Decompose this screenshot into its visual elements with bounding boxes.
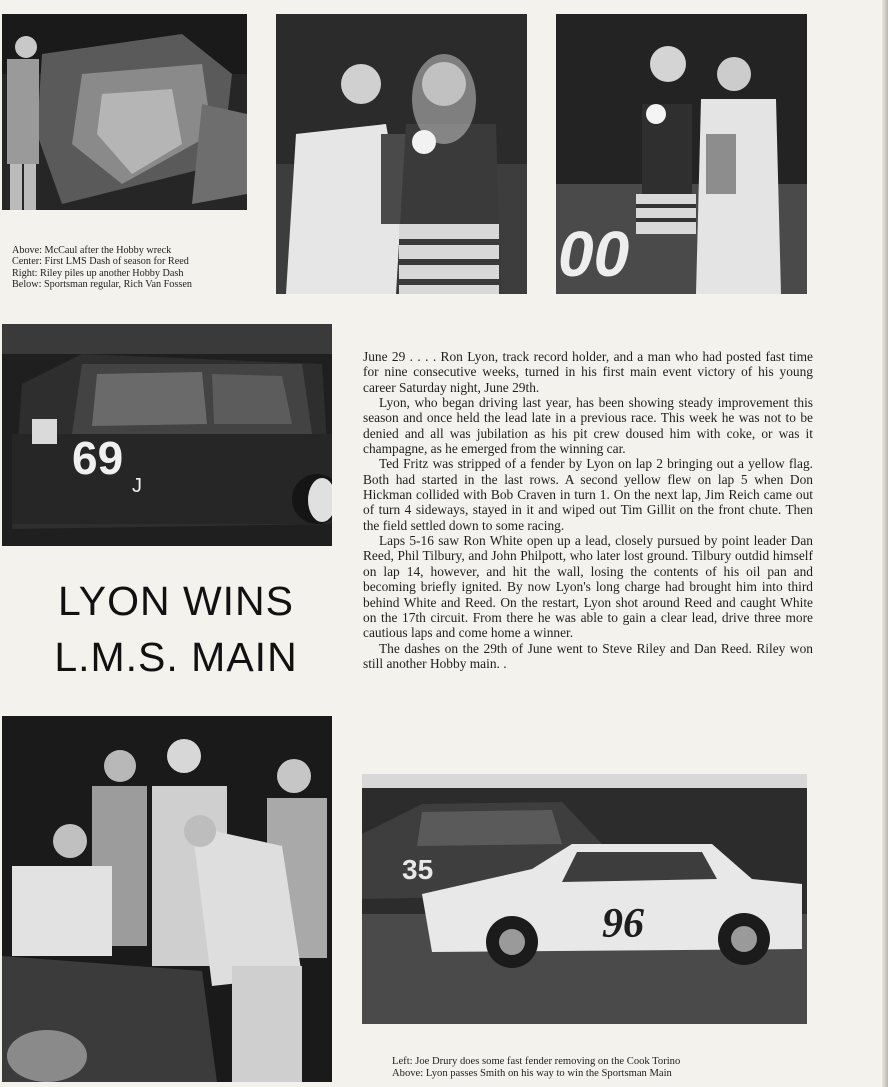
bottom-caption-line: Left: Joe Drury does some fast fender removing on the Cook Torino <box>392 1056 681 1067</box>
page-edge <box>882 0 888 1087</box>
article-body <box>363 349 813 671</box>
photo-car-69 <box>2 324 332 546</box>
photo-top-center <box>276 14 527 294</box>
top-caption <box>12 245 192 290</box>
article-paragraph: Laps 5-16 saw Ron White open up a lead, closely pursued by point leader Dan Reed, Phil Tilbury, and John Philpott, who later lost ground. Tilbury outdid himself on lap 14, however, and hit the wall, losing the contents of his oil pan and becoming briefly ignited. By now Lyon's long charge had brought him into third behind White and Reed. On the restart, Lyon shot around Reed and caught White on the 17th circuit. From there he was able to gain a clear lead, drive three more cautious laps and come home a winner. <box>363 533 813 641</box>
article-paragraph: The dashes on the 29th of June went to Steve Riley and Dan Reed. Riley won still another Hobby main. . <box>363 640 813 671</box>
bottom-caption-line: Above: Lyon passes Smith on his way to win the Sportsman Main <box>392 1067 672 1079</box>
top-caption-line: Above: McCaul after the Hobby wreck <box>12 245 172 256</box>
car-96-number: 96 <box>602 901 644 947</box>
photo-top-left <box>2 14 247 210</box>
car-69-suffix: J <box>132 475 142 497</box>
photo-car-96 <box>362 774 807 1024</box>
svg-text:00: 00 <box>558 218 630 290</box>
top-caption-line: Below: Sportsman regular, Rich Van Fossen <box>12 278 192 290</box>
bottom-caption <box>392 1056 680 1079</box>
photo-crew <box>2 716 332 1082</box>
headline-line-1: LYON WINS <box>57 578 295 624</box>
article-paragraph: Ted Fritz was stripped of a fender by Lyon on lap 2 bringing out a yellow flag. Both had started in the last rows. A second yellow flew on lap 5 when Don Hickman collided with Bob Craven in turn 1. On the next lap, Jim Reich came out of turn 4 sideways, stayed in it and wiped out Tim Gillit on the front chute. Then the field settled down to some racing. <box>363 456 813 533</box>
top-caption-line: Right: Riley piles up another Hobby Dash <box>12 267 184 279</box>
article-paragraph: Lyon, who began driving last year, has been showing steady improvement this season and once held the lead late in a previous race. This week he was not to be denied and all was jubilation as his pit crew doused him with coke, or was it champagne, as he emerged from the winning car. <box>363 395 813 457</box>
headline-line-2: L.M.S. MAIN <box>54 634 298 680</box>
top-caption-line: Center: First LMS Dash of season for Reed <box>12 256 189 268</box>
article-paragraph: June 29 . . . . Ron Lyon, track record holder, and a man who had posted fast time for nine consecutive weeks, turned in his first main event victory of his young career Saturday night, June 29th. <box>363 349 813 395</box>
car-69-number: 69 <box>72 432 124 484</box>
photo-top-right <box>556 14 807 294</box>
car-35-number: 35 <box>402 854 434 885</box>
